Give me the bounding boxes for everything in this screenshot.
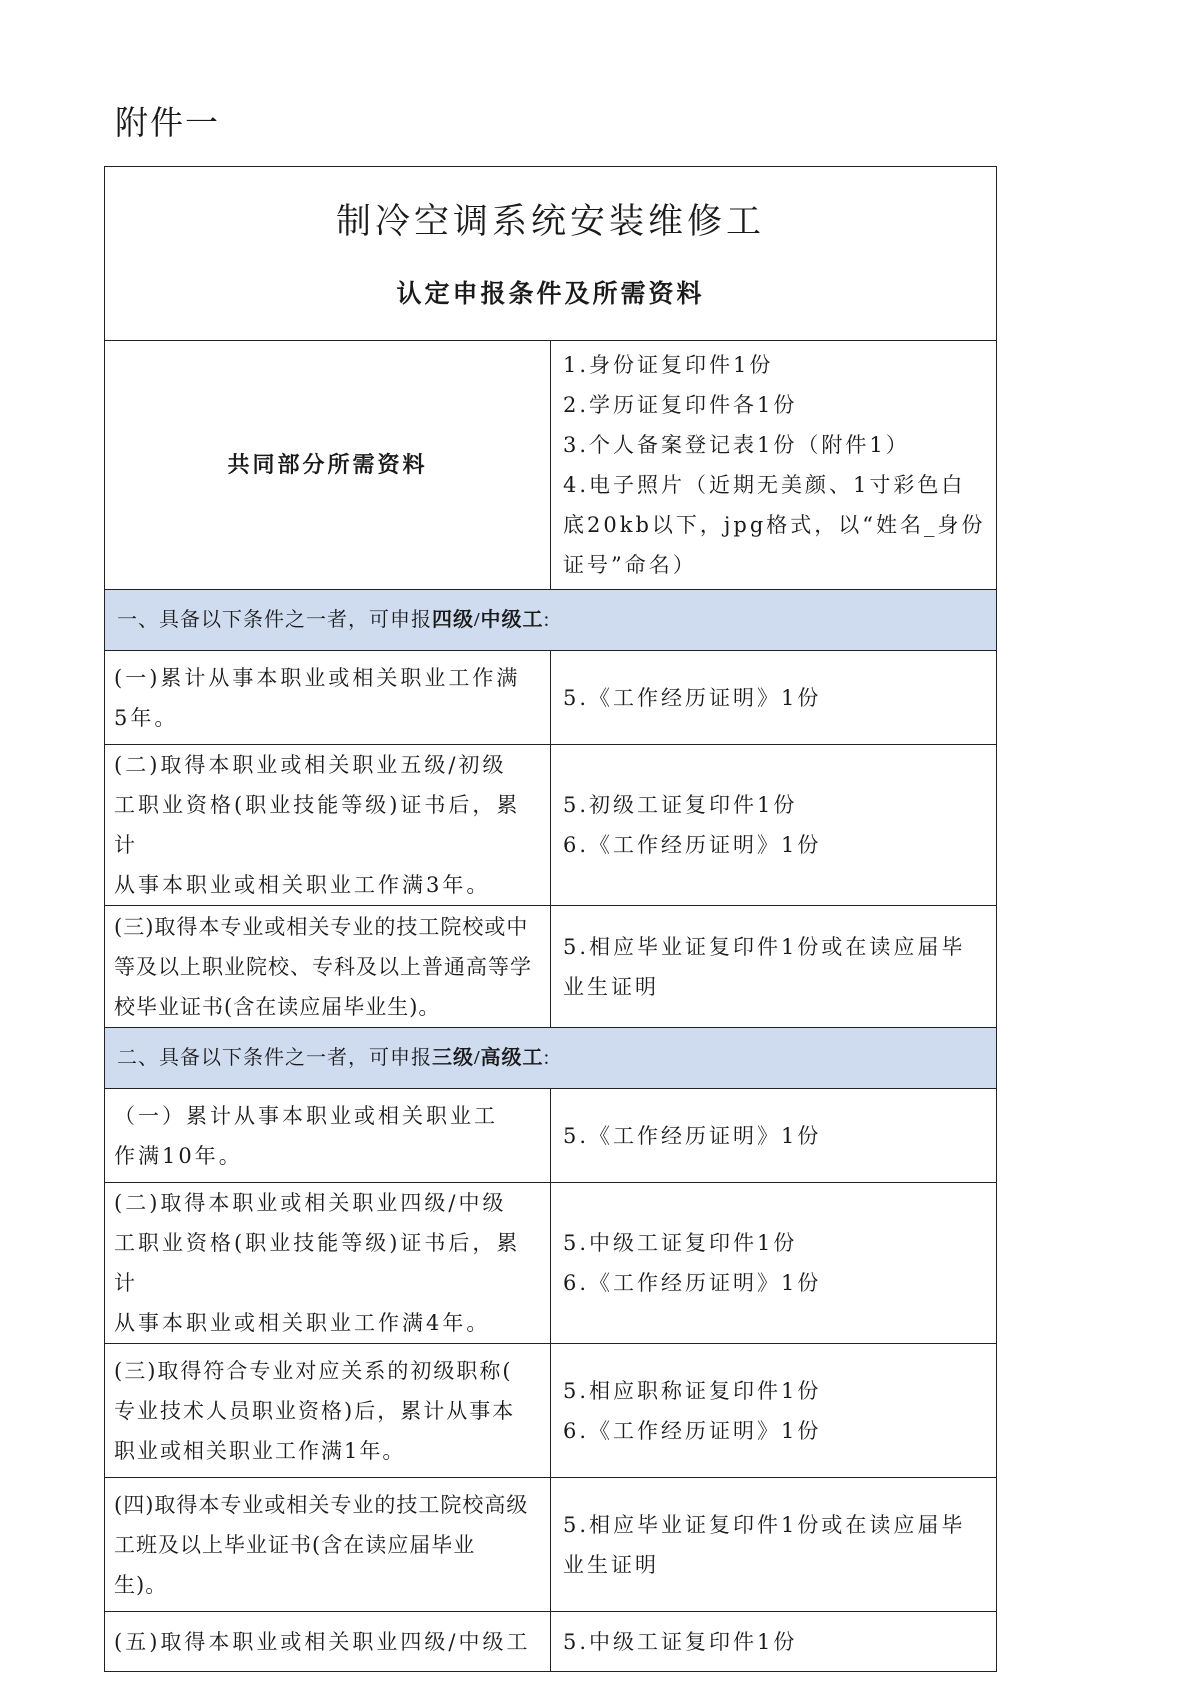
materials-cell bbox=[551, 1344, 997, 1478]
common-item: 4.电子照片（近期无美颜、1寸彩色白 bbox=[563, 473, 966, 497]
condition-line: 职业或相关职业工作满1年。 bbox=[114, 1438, 406, 1463]
common-item: 证号”命名） bbox=[563, 553, 697, 577]
common-item: 底20kb以下，jpg格式，以“姓名_身份 bbox=[563, 513, 986, 537]
common-label: 共同部分所需资料 bbox=[105, 341, 551, 590]
condition-line: 从事本职业或相关职业工作满3年。 bbox=[114, 873, 491, 897]
material-line: 业生证明 bbox=[563, 974, 659, 999]
material-line: 6.《工作经历证明》1份 bbox=[563, 1418, 822, 1443]
condition-cell bbox=[105, 745, 551, 906]
table-row bbox=[105, 906, 997, 1028]
section-2-level: 三级/高级工 bbox=[432, 1047, 544, 1069]
section-2-prefix: 二、具备以下条件之一者，可申报 bbox=[117, 1047, 432, 1069]
condition-line: (五)取得本职业或相关职业四级/中级工 bbox=[114, 1629, 531, 1654]
materials-cell bbox=[551, 1612, 997, 1672]
material-line: 5.相应职称证复印件1份 bbox=[563, 1378, 822, 1403]
table-header-row bbox=[105, 167, 997, 341]
materials-cell bbox=[551, 651, 997, 745]
requirements-table bbox=[104, 166, 997, 1672]
materials-cell bbox=[551, 1183, 997, 1344]
materials-cell bbox=[551, 906, 997, 1028]
materials-cell bbox=[551, 1089, 997, 1183]
condition-line: 校毕业证书(含在读应届毕业生)。 bbox=[114, 994, 441, 1019]
condition-line: 工职业资格(职业技能等级)证书后，累计 bbox=[114, 1231, 521, 1295]
material-line: 5.相应毕业证复印件1份或在读应届毕 bbox=[563, 934, 966, 959]
section-2-header bbox=[105, 1028, 997, 1089]
condition-line: (一)累计从事本职业或相关职业工作满 bbox=[114, 665, 521, 690]
material-line: 业生证明 bbox=[563, 1552, 659, 1577]
table-row bbox=[105, 1344, 997, 1478]
condition-line: (三)取得符合专业对应关系的初级职称( bbox=[114, 1358, 513, 1383]
condition-cell bbox=[105, 1089, 551, 1183]
section-header-row bbox=[105, 1028, 997, 1089]
condition-cell bbox=[105, 1344, 551, 1478]
table-row bbox=[105, 651, 997, 745]
table-row bbox=[105, 745, 997, 906]
section-1-prefix: 一、具备以下条件之一者，可申报 bbox=[117, 609, 432, 631]
condition-cell bbox=[105, 906, 551, 1028]
condition-line: 工职业资格(职业技能等级)证书后，累计 bbox=[114, 793, 521, 857]
common-item: 2.学历证复印件各1份 bbox=[563, 393, 798, 417]
materials-cell bbox=[551, 745, 997, 906]
common-row bbox=[105, 341, 997, 590]
condition-line: (三)取得本专业或相关专业的技工院校或中 bbox=[114, 914, 529, 939]
table-row bbox=[105, 1612, 997, 1672]
common-item: 3.个人备案登记表1份（附件1） bbox=[563, 433, 910, 457]
material-line: 5.中级工证复印件1份 bbox=[563, 1231, 798, 1255]
condition-line: (四)取得本专业或相关专业的技工院校高级 bbox=[114, 1492, 529, 1517]
material-line: 6.《工作经历证明》1份 bbox=[563, 1271, 822, 1295]
document-subtitle: 认定申报条件及所需资料 bbox=[396, 278, 705, 308]
table-row bbox=[105, 1089, 997, 1183]
condition-line: 5年。 bbox=[114, 705, 179, 730]
document-title: 制冷空调系统安装维修工 bbox=[335, 201, 765, 242]
table-header bbox=[105, 167, 997, 341]
section-2-suffix: : bbox=[543, 1047, 551, 1069]
condition-line: （一）累计从事本职业或相关职业工 bbox=[114, 1103, 498, 1128]
condition-line: (二)取得本职业或相关职业五级/初级 bbox=[114, 753, 507, 777]
condition-cell bbox=[105, 1183, 551, 1344]
condition-line: 生)。 bbox=[114, 1572, 168, 1597]
section-1-suffix: : bbox=[543, 609, 551, 631]
material-line: 5.中级工证复印件1份 bbox=[563, 1629, 798, 1654]
table-row bbox=[105, 1183, 997, 1344]
condition-line: 作满10年。 bbox=[114, 1143, 243, 1168]
condition-line: 等及以上职业院校、专科及以上普通高等学 bbox=[114, 954, 532, 979]
condition-cell bbox=[105, 1612, 551, 1672]
material-line: 5.初级工证复印件1份 bbox=[563, 793, 798, 817]
material-line: 5.相应毕业证复印件1份或在读应届毕 bbox=[563, 1512, 966, 1537]
section-1-header bbox=[105, 590, 997, 651]
material-line: 6.《工作经历证明》1份 bbox=[563, 833, 822, 857]
common-item: 1.身份证复印件1份 bbox=[563, 353, 774, 377]
condition-line: 从事本职业或相关职业工作满4年。 bbox=[114, 1311, 491, 1335]
common-materials bbox=[551, 341, 997, 590]
section-1-level: 四级/中级工 bbox=[432, 609, 544, 631]
attachment-label: 附件一 bbox=[115, 103, 220, 142]
material-line: 5.《工作经历证明》1份 bbox=[563, 1123, 822, 1148]
section-header-row bbox=[105, 590, 997, 651]
condition-line: 专业技术人员职业资格)后，累计从事本 bbox=[114, 1398, 516, 1423]
condition-line: 工班及以上毕业证书(含在读应届毕业 bbox=[114, 1532, 476, 1557]
materials-cell bbox=[551, 1478, 997, 1612]
condition-cell bbox=[105, 651, 551, 745]
condition-cell bbox=[105, 1478, 551, 1612]
condition-line: (二)取得本职业或相关职业四级/中级 bbox=[114, 1191, 507, 1215]
material-line: 5.《工作经历证明》1份 bbox=[563, 685, 822, 710]
table-row bbox=[105, 1478, 997, 1612]
